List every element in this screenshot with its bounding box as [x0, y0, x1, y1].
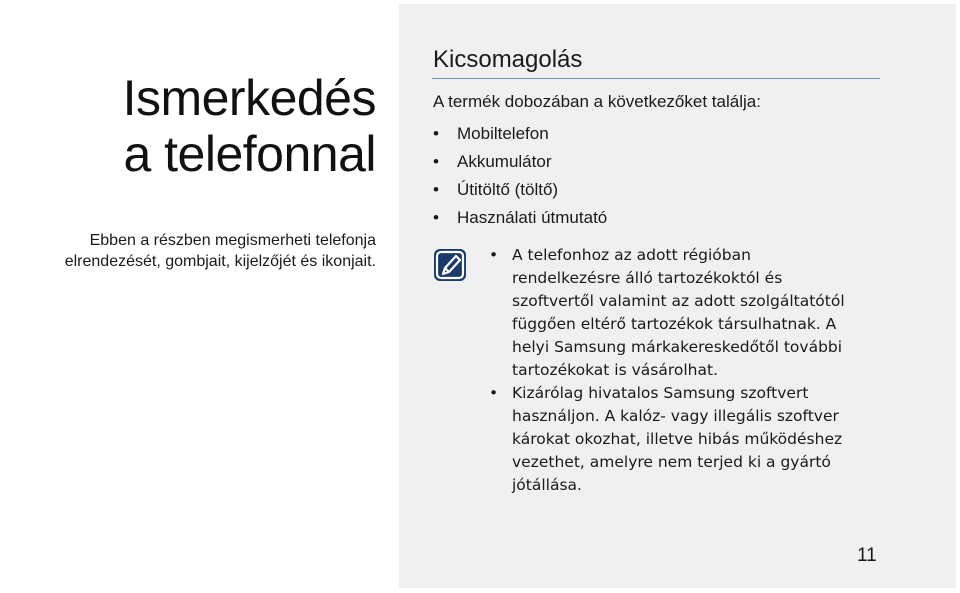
chapter-title-line1: Ismerkedés [122, 70, 376, 126]
page-number: 11 [857, 545, 877, 566]
list-item: • Mobiltelefon [433, 120, 607, 148]
list-item: • Használati útmutató [433, 204, 607, 232]
chapter-intro [65, 230, 376, 272]
section-lead: A termék dobozában a következőket találja: [433, 92, 761, 111]
notes-list [477, 244, 857, 497]
chapter-column [0, 0, 390, 593]
list-item: • Akkumulátor [433, 148, 607, 176]
package-contents-list [433, 120, 607, 232]
note-item: • A telefonhoz az adott régióban rendelkezésre álló tartozékoktól és szoftvertől valamint az adott szolgáltatótól függően eltérő tartozékok társulhatnak. A helyi Samsung márkakereskedőtől további tartozékokat is vásárolhat. [477, 244, 857, 382]
section-title: Kicsomagolás [433, 46, 583, 73]
note-pencil-icon [432, 247, 468, 283]
title-rule [432, 78, 880, 79]
chapter-intro-line2: elrendezését, gombjait, kijelzőjét és ikonjait. [64, 253, 376, 270]
chapter-intro-line1: Ebben a részben megismerheti telefonja [89, 232, 376, 249]
note-item: • Kizárólag hivatalos Samsung szoftvert használjon. A kalóz- vagy illegális szoftver károkat okozhat, illetve hibás működéshez vezethet, amelyre nem terjed ki a gyártó jótállása. [477, 382, 857, 497]
chapter-title-line2: a telefonnal [123, 126, 376, 182]
content-panel [399, 4, 956, 588]
chapter-title [123, 70, 376, 182]
list-item: • Útitöltő (töltő) [433, 176, 607, 204]
